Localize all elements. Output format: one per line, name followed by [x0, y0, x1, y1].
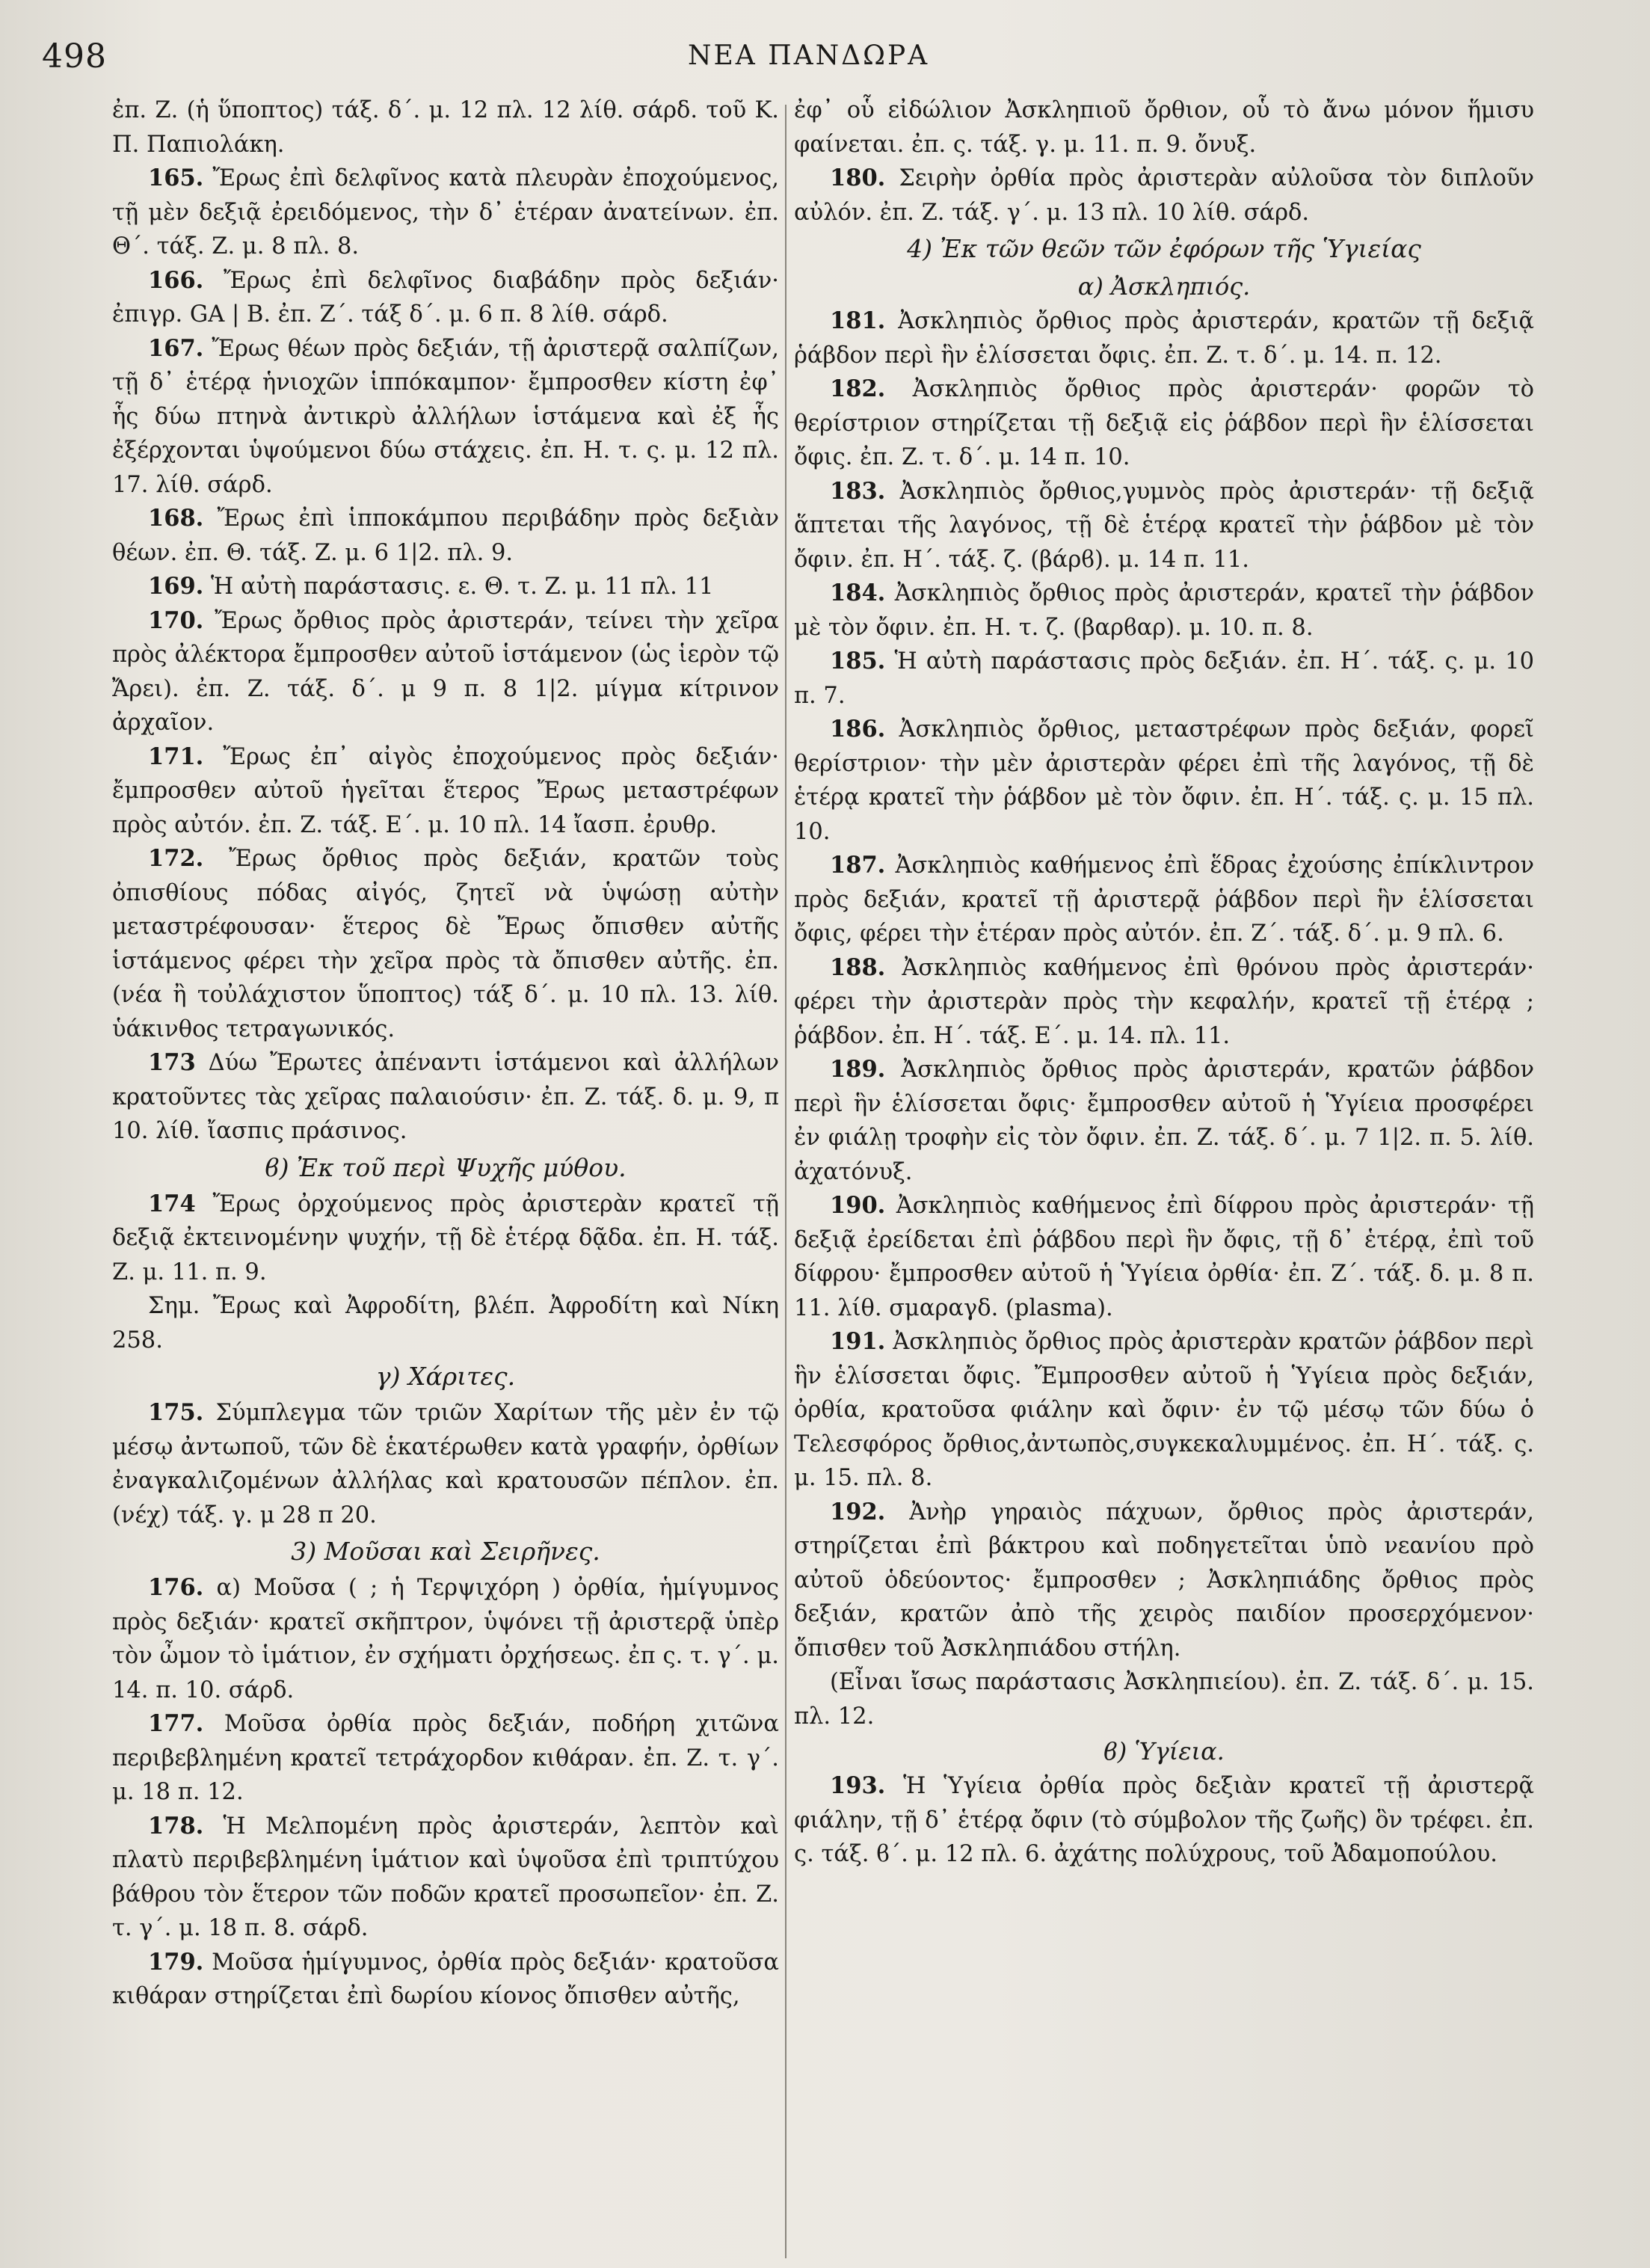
- entry-number: 190.: [830, 1192, 886, 1219]
- catalog-entry: [794, 713, 1534, 849]
- entry-number: 175.: [148, 1399, 204, 1426]
- entry-number: 172.: [148, 845, 204, 872]
- catalog-entry: [794, 162, 1534, 230]
- section-heading: ϐ) Ἐκ τοῦ περὶ Ψυχῆς μύθου.: [265, 1152, 627, 1182]
- catalog-entry: [112, 1707, 779, 1810]
- catalog-entry: [112, 842, 779, 1046]
- entry-number: 185.: [830, 648, 886, 674]
- section-heading: 3) Μοῦσαι καὶ Σειρῆνες.: [291, 1537, 600, 1566]
- catalog-entry: [794, 849, 1534, 951]
- entry-number: 171.: [148, 743, 204, 770]
- entry-number: 170.: [148, 606, 204, 634]
- entry-text: Ἡ Μελπομένη πρὸς ἀριστεράν, λεπτὸν καὶ πλατὺ περιβεβλημένη ἱμάτιον καὶ ὑψοῦσα ἐπὶ τριπτύχου βάθρου τὸν ἕτερον τῶν ποδῶν κρατεῖ προσωπεῖον· ἐπ. Ζ. τ. γ΄. μ. 18 π. 8. σάρδ.: [112, 1813, 779, 1941]
- entry-text: Ἡ αὐτὴ παράστασις πρὸς δεξιάν. ἐπ. Η΄. τάξ. ς. μ. 10 π. 7.: [794, 648, 1534, 709]
- entry-number: 193.: [830, 1772, 886, 1799]
- entry-text: ἐφ᾽ οὗ εἰδώλιον Ἀσκληπιοῦ ὄρθιον, οὗ τὸ ἄνω μόνον ἥμισυ φαίνεται. ἐπ. ς. τάξ. γ. μ. 11. π. 9. ὄνυξ.: [794, 97, 1534, 158]
- entry-text: Ἔρως ὀρχούμενος πρὸς ἀριστερὰν κρατεῖ τῇ δεξιᾷ ἐκτεινομένην ψυχήν, τῇ δὲ ἑτέρᾳ δᾷδα. ἐπ. Η. τάξ. Ζ. μ. 11. π. 9.: [112, 1190, 779, 1285]
- catalog-entry: [794, 951, 1534, 1054]
- page-number: 498: [42, 37, 107, 76]
- entry-text: Ἔρως θέων πρὸς δεξιάν, τῇ ἀριστερᾷ σαλπίζων, τῇ δ᾽ ἑτέρᾳ ἡνιοχῶν ἱππόκαμπον· ἔμπροσθεν κίστη ἐφ᾽ ἧς δύω πτηνὰ ἀντικρὺ ἀλλήλων ἱστάμενα καὶ ἐξ ἧς ἐξέρχονται ὑψούμενοι δύω στάχεις. ἐπ. Η. τ. ς. μ. 12 πλ. 17. λίθ. σάρδ.: [112, 335, 779, 498]
- entry-text: Ἀνὴρ γηραιὸς πάχυων, ὄρθιος πρὸς ἀριστεράν, στηρίζεται ἐπὶ βάκτρου καὶ ποδηγετεῖται ὑπὸ νεανίου πρὸ αὐτοῦ ὁδεύοντος· ἔμπροσθεν ; Ἀσκληπιάδης ὄρθιος πρὸς δεξιάν, κρατῶν ἀπὸ τῆς χειρὸς παιδίον προσερχόμενον· ὄπισθεν τοῦ Ἀσκληπιάδου στήλη.: [794, 1499, 1534, 1662]
- catalog-entry: [794, 1325, 1534, 1496]
- catalog-entry: [794, 1496, 1534, 1666]
- catalog-entry: [112, 502, 779, 570]
- entry-text: Ἀσκληπιὸς ὄρθιος πρὸς ἀριστεράν, κρατῶν ῥάβδον περὶ ἣν ἑλίσσεται ὄφις· ἔμπροσθεν αὐτοῦ ἡ Ὑγίεια προσφέρει ἐν φιάλῃ τροφὴν εἰς τὸν ὄφιν. ἐπ. Ζ. τάξ. δ΄. μ. 7 1|2. π. 5. λίθ. ἀχατόνυξ.: [794, 1057, 1534, 1185]
- entry-text: Ἀσκληπιὸς καθήμενος ἐπὶ ἕδρας ἐχούσης ἐπίκλιντρον πρὸς δεξιάν, κρατεῖ τῇ ἀριστερᾷ ῥάβδον περὶ ἣν ἑλίσσεται ὄφις, φέρει τὴν ἑτέραν πρὸς αὐτόν. ἐπ. Ζ΄. τάξ. δ΄. μ. 9 πλ. 6.: [794, 852, 1534, 947]
- continued-text: [794, 93, 1534, 162]
- entry-text: Ἡ αὐτὴ παράστασις. ε. Θ. τ. Ζ. μ. 11 πλ. 11: [211, 574, 714, 600]
- left-column: [112, 93, 779, 2247]
- entry-text: Σημ. Ἔρως καὶ Ἀφροδίτη, βλέπ. Ἀφροδίτη καὶ Νίκη 258.: [112, 1293, 779, 1353]
- entry-text: Ἔρως ἐπὶ δελφῖνος κατὰ πλευρὰν ἐποχούμενος, τῇ μὲν δεξιᾷ ἐρειδόμενος, τὴν δ᾽ ἑτέραν ἀνατείνων. ἐπ. Θ΄. τάξ. Ζ. μ. 8 πλ. 8.: [112, 165, 779, 259]
- catalog-entry: [112, 264, 779, 332]
- entry-text: Μοῦσα ὀρθία πρὸς δεξιάν, ποδήρη χιτῶνα περιβεβλημένη κρατεῖ τετράχορδον κιθάραν. ἐπ. Ζ. τ. γ΄. μ. 18 π. 12.: [112, 1711, 779, 1805]
- catalog-entry: [112, 1946, 779, 2014]
- catalog-entry: [112, 1396, 779, 1532]
- right-column: [794, 93, 1534, 2247]
- entry-number: 178.: [148, 1812, 204, 1840]
- entry-text: (Εἶναι ἴσως παράστασις Ἀσκληπιείου). ἐπ. Ζ. τάξ. δ΄. μ. 15. πλ. 12.: [794, 1669, 1534, 1730]
- entry-number: 174: [148, 1190, 196, 1217]
- catalog-entry: [794, 577, 1534, 645]
- entry-text: Ἀσκληπιὸς καθήμενος ἐπὶ θρόνου πρὸς ἀριστεράν· φέρει τὴν ἀριστερὰν πρὸς τὴν κεφαλήν, κρατεῖ τῇ ἑτέρᾳ ; ῥάβδον. ἐπ. Η΄. τάξ. Ε΄. μ. 14. πλ. 11.: [794, 954, 1534, 1049]
- catalog-entry: [794, 1189, 1534, 1325]
- entry-number: 169.: [148, 573, 204, 600]
- section-heading: γ) Χάριτες.: [375, 1362, 516, 1391]
- catalog-entry: [794, 304, 1534, 372]
- column-divider: [785, 105, 786, 2258]
- catalog-entry: [112, 1046, 779, 1149]
- catalog-entry: [794, 1053, 1534, 1189]
- entry-text: Δύω Ἔρωτες ἀπέναντι ἱστάμενοι καὶ ἀλλήλων κρατοῦντες τὰς χεῖρας παλαιούσιν· ἐπ. Ζ. τάξ. δ. μ. 9, π 10. λίθ. ἴασπις πράσινος.: [112, 1050, 779, 1144]
- catalog-entry: [794, 372, 1534, 475]
- entry-number: 186.: [830, 716, 886, 743]
- catalog-entry: [112, 162, 779, 264]
- entry-text: α) Μοῦσα ( ; ἡ Τερψιχόρη ) ὀρθία, ἡμίγυμνος πρὸς δεξιάν· κρατεῖ σκῆπτρον, ὑψόνει τῇ ἀριστερᾷ ὑπὲρ τὸν ὦμον τὸ ἱμάτιον, ἐν σχήματι ὀρχήσεως. ἐπ ς. τ. γ΄. μ. 14. π. 10. σάρδ.: [112, 1575, 779, 1703]
- entry-text: Ἀσκληπιὸς ὄρθιος πρὸς ἀριστερὰν κρατῶν ῥάβδον περὶ ἣν ἑλίσσεται ὄφις. Ἔμπροσθεν αὐτοῦ ἡ Ὑγίεια πρὸς δεξιάν, ὀρθία, κρατοῦσα φιάλην καὶ ὄφιν· ἐν τῷ μέσῳ τῶν δύω ὁ Τελεσφόρος ὄρθιος,ἀντωπὸς,συγκεκαλυμμένος. ἐπ. Η΄. τάξ. ς. μ. 15. πλ. 8.: [794, 1329, 1534, 1491]
- entry-text: Ἀσκληπιὸς ὄρθιος πρὸς ἀριστεράν· φορῶν τὸ θερίστριον στηρίζεται τῇ δεξιᾷ εἰς ῥάβδον περὶ ἣν ἑλίσσεται ὄφις. ἐπ. Ζ. τ. δ΄. μ. 14 π. 10.: [794, 376, 1534, 470]
- catalog-entry: [112, 1810, 779, 1946]
- entry-number: 167.: [148, 334, 204, 362]
- entry-number: 168.: [148, 505, 204, 532]
- entry-text: Μοῦσα ἡμίγυμνος, ὀρθία πρὸς δεξιάν· κρατοῦσα κιθάραν στηρίζεται ἐπὶ δωρίου κίονος ὄπισθεν αὐτῆς,: [112, 1949, 779, 2009]
- entry-number: 187.: [830, 852, 886, 879]
- entry-text: Ἀσκληπιὸς καθήμενος ἐπὶ δίφρου πρὸς ἀριστεράν· τῇ δεξιᾷ ἐρείδεται ἐπὶ ῥάβδου περὶ ἣν ὄφις, τῇ δ᾽ ἑτέρᾳ, ἐπὶ τοῦ δίφρου· ἔμπροσθεν αὐτοῦ ἡ Ὑγίεια ὀρθία· ἐπ. Ζ΄. τάξ. δ. μ. 8 π. 11. λίθ. σμαραγδ. (plasma).: [794, 1193, 1534, 1321]
- entry-text: ἐπ. Ζ. (ἡ ὕποπτος) τάξ. δ΄. μ. 12 πλ. 12 λίθ. σάρδ. τοῦ Κ. Π. Παπιολάκη.: [112, 97, 779, 158]
- entry-number: 173: [148, 1049, 196, 1076]
- entry-text: Ἔρως ὄρθιος πρὸς ἀριστεράν, τείνει τὴν χεῖρα πρὸς ἀλέκτορα ἔμπροσθεν αὐτοῦ ἱστάμενον (ὡς ἱερὸν τῷ Ἄρει). ἐπ. Ζ. τάξ. δ΄. μ 9 π. 8 1|2. μίγμα κίτρινον ἀρχαῖον.: [112, 607, 779, 736]
- catalog-entry: [112, 570, 779, 604]
- entry-text: Ἔρως ὄρθιος πρὸς δεξιάν, κρατῶν τοὺς ὀπισθίους πόδας αἰγός, ζητεῖ νὰ ὑψώσῃ αὐτὴν μεταστρέφουσαν· ἕτερος δὲ Ἔρως ὄπισθεν αὐτῆς ἱστάμενος φέρει τὴν χεῖρα πρὸς τὰ ὄπισθεν αὐτῆς. ἐπ. (νέα ἢ τοὐλάχιστον ὕποπτος) τάξ δ΄. μ. 10 πλ. 13. λίθ. ὑάκινθος τετραγωνικός.: [112, 846, 779, 1042]
- entry-text: Ἀσκληπιὸς ὄρθιος πρὸς ἀριστεράν, κρατεῖ τὴν ῥάβδον μὲ τὸν ὄφιν. ἐπ. Η. τ. ζ. (βαρϐαρ). μ. 10. π. 8.: [794, 580, 1534, 641]
- page-header: [0, 37, 1650, 82]
- entry-text: Ἀσκληπιὸς ὄρθιος πρὸς ἀριστεράν, κρατῶν τῇ δεξιᾷ ῥάβδον περὶ ἣν ἑλίσσεται ὄφις. ἐπ. Ζ. τ. δ΄. μ. 14. π. 12.: [794, 308, 1534, 369]
- catalog-entry: [112, 332, 779, 503]
- section-heading: 4) Ἐκ τῶν θεῶν τῶν ἐφόρων τῆς Ὑγιείας: [907, 234, 1421, 263]
- running-title: ΝΕΑ ΠΑΝΔΩΡΑ: [688, 40, 930, 71]
- catalog-entry: [794, 645, 1534, 713]
- entry-number: 182.: [830, 375, 886, 402]
- entry-text: Σειρὴν ὀρθία πρὸς ἀριστερὰν αὐλοῦσα τὸν διπλοῦν αὐλόν. ἐπ. Ζ. τάξ. γ΄. μ. 13 πλ. 10 λίθ. σάρδ.: [794, 165, 1534, 226]
- subsection-heading: ϐ) Ὑγίεια.: [1103, 1737, 1225, 1765]
- entry-number: 191.: [830, 1328, 886, 1355]
- entry-number: 181.: [830, 307, 886, 334]
- entry-number: 177.: [148, 1710, 204, 1737]
- entry-number: 166.: [148, 266, 204, 294]
- continued-text: [112, 93, 779, 162]
- catalog-entry: [112, 740, 779, 843]
- entry-text: Ἀσκληπιὸς ὄρθιος, μεταστρέφων πρὸς δεξιάν, φορεῖ θερίστριον· τὴν μὲν ἀριστερὰν φέρει ἐπὶ τῆς λαγόνος, τῇ δὲ ἑτέρᾳ κρατεῖ τὴν ῥάβδον μὲ τὸν ὄφιν. ἐπ. Η΄. τάξ. ς. μ. 15 πλ. 10.: [794, 716, 1534, 845]
- catalog-entry: [112, 1187, 779, 1290]
- catalog-entry: [794, 475, 1534, 577]
- entry-number: 165.: [148, 165, 204, 191]
- entry-number: 180.: [830, 165, 886, 191]
- entry-number: 189.: [830, 1056, 886, 1083]
- entry-text: Ἡ Ὑγίεια ὀρθία πρὸς δεξιὰν κρατεῖ τῇ ἀριστερᾷ φιάλην, τῇ δ᾽ ἑτέρᾳ ὄφιν (τὸ σύμβολον τῆς ζωῆς) ὃν τρέφει. ἐπ. ς. τάξ. ϐ΄. μ. 12 πλ. 6. ἀχάτης πολύχρους, τοῦ Ἀδαμοπούλου.: [794, 1773, 1534, 1867]
- catalog-entry: [112, 604, 779, 740]
- entry-number: 179.: [148, 1948, 204, 1976]
- catalog-entry: [112, 1571, 779, 1707]
- subsection-heading: α) Ἀσκληπιός.: [1077, 272, 1251, 301]
- entry-number: 184.: [830, 580, 886, 606]
- entry-number: 188.: [830, 953, 886, 981]
- catalog-note: [112, 1289, 779, 1357]
- catalog-entry: [794, 1769, 1534, 1872]
- catalog-note: [794, 1665, 1534, 1733]
- entry-number: 176.: [148, 1574, 204, 1601]
- entry-text: Ἔρως ἐπὶ δελφῖνος διαβάδην πρὸς δεξιάν· ἐπιγρ. GA | Β. ἐπ. Ζ΄. τάξ δ΄. μ. 6 π. 8 λίθ. σάρδ.: [112, 267, 779, 328]
- entry-text: Ἔρως ἐπ᾽ αἰγὸς ἐποχούμενος πρὸς δεξιάν· ἔμπροσθεν αὐτοῦ ἡγεῖται ἕτερος Ἔρως μεταστρέφων πρὸς αὐτόν. ἐπ. Ζ. τάξ. Ε΄. μ. 10 πλ. 14 ἴασπ. ἐρυθρ.: [112, 743, 779, 838]
- entry-text: Ἀσκληπιὸς ὄρθιος,γυμνὸς πρὸς ἀριστεράν· τῇ δεξιᾷ ἅπτεται τῆς λαγόνος, τῇ δὲ ἑτέρᾳ κρατεῖ τὴν ῥάβδον μὲ τὸν ὄφιν. ἐπ. Η΄. τάξ. ζ. (βάρϐ). μ. 14 π. 11.: [794, 478, 1534, 573]
- entry-text: Ἔρως ἐπὶ ἱπποκάμπου περιβάδην πρὸς δεξιὰν θέων. ἐπ. Θ. τάξ. Ζ. μ. 6 1|2. πλ. 9.: [112, 505, 779, 566]
- entry-number: 192.: [830, 1498, 886, 1525]
- entry-text: Σύμπλεγμα τῶν τριῶν Χαρίτων τῆς μὲν ἐν τῷ μέσῳ ἀντωποῦ, τῶν δὲ ἑκατέρωθεν κατὰ γραφήν, ὀρθίων ἐναγκαλιζομένων ἀλλήλας καὶ κρατουσῶν πέπλον. ἐπ. (νέχ) τάξ. γ. μ 28 π 20.: [112, 1400, 779, 1528]
- entry-number: 183.: [830, 477, 886, 505]
